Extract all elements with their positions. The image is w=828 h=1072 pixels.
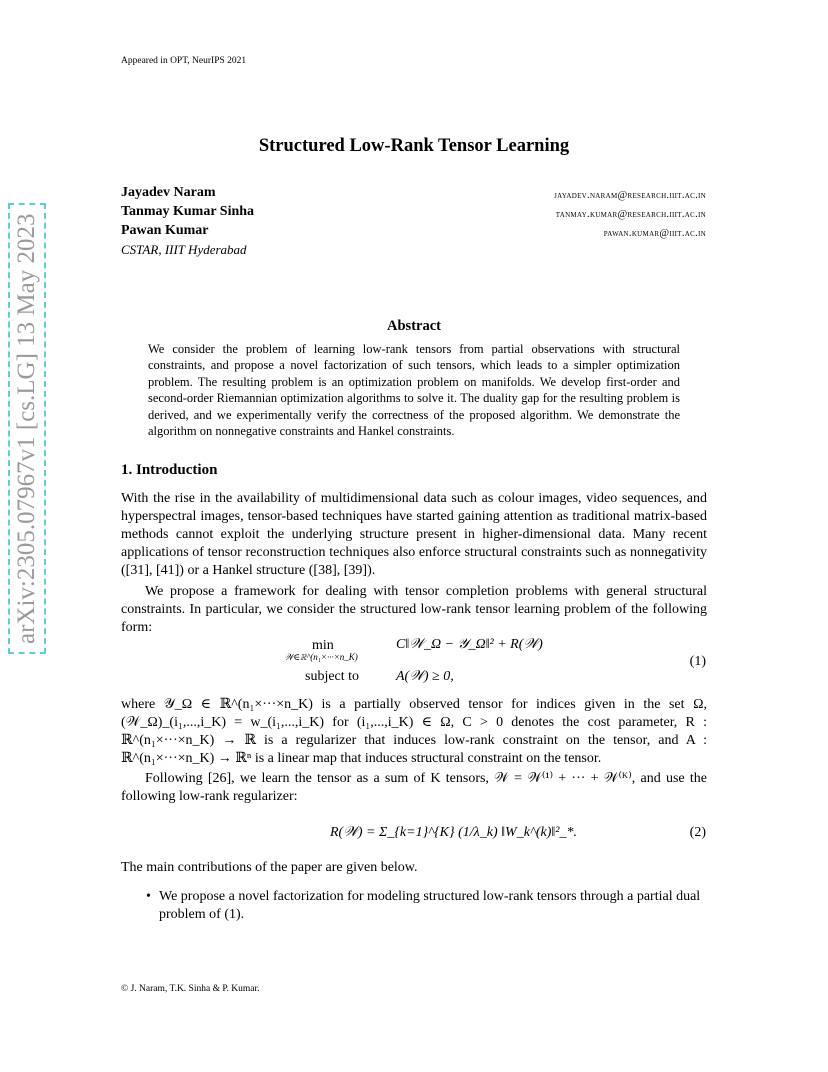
eq1-objective: C‖𝒲_Ω − 𝒴_Ω‖² + R(𝒲) <box>396 637 543 652</box>
intro-paragraph-3: where 𝒴_Ω ∈ ℝ^(n₁×···×n_K) is a partially observed tensor for indices given in the set Ω, (𝒲_Ω)_(i₁,...,i_K) = w_(i₁,...,i_K) for (i₁,...,i_K) ∈ Ω, C > 0 denotes the cost parameter, R : ℝ^(n₁×···×n_K) → ℝ is a regularizer that induces low-rank constraint on the tensor, and A : ℝ^(n₁×···×n_K) → ℝⁿ is a linear map that induces structural constraint on the tensor. <box>121 697 707 766</box>
bullet-marker: • <box>146 889 151 904</box>
author-name-2: Tanmay Kumar Sinha <box>121 204 255 219</box>
paper-title: Structured Low-Rank Tensor Learning <box>258 136 570 156</box>
author-name-1: Jayadev Naram <box>121 185 216 200</box>
copyright-footer: © J. Naram, T.K. Sinha & P. Kumar. <box>121 984 260 994</box>
eq2: R(𝒲) = Σ_{k=1}^{K} (1/λ_k) ‖W_k^(k)‖²_*. <box>330 825 577 840</box>
arxiv-identifier[interactable]: arXiv:2305.07967v1 [cs.LG] 13 May 2023 <box>12 208 42 651</box>
eq2-number: (2) <box>689 825 706 840</box>
section-heading-introduction: 1. Introduction <box>121 462 218 478</box>
abstract-text: We consider the problem of learning low-rank tensors from partial observations with structural constraints, and propose a novel factorization of such tensors, which leads to a simpler optimization problem. The resulting problem is an optimization problem on manifolds. We develop first-order and second-order Riemannian optimization algorithms to solve it. The duality gap for the resulting problem is derived, and we experimentally verify the correctness of the proposed algorithm. We demonstrate the algorithm on nonnegative constraints and Hankel constraints. <box>148 342 680 439</box>
intro-paragraph-2: We propose a framework for dealing with tensor completion problems with general structural constraints. In particular, we consider the structured low-rank tensor learning problem of the following form: <box>121 584 707 635</box>
eq1-subject-to: subject to <box>305 669 360 684</box>
author-email-2[interactable]: tanmay.kumar@research.iiit.ac.in <box>555 209 706 220</box>
eq1-min: min <box>312 638 334 653</box>
intro-paragraph-1: With the rise in the availability of multidimensional data such as colour images, video sequences, and hyperspectral images, tensor-based techniques have started gaining attention as traditional matrix-based methods cannot exploit the underlying structure present in higher-dimensional data. Many recent applications of tensor reconstruction techniques also enforce structural constraints such as nonnegativity ([31], [41]) or a Hankel structure ([38], [39]). <box>121 491 707 578</box>
affiliation: CSTAR, IIIT Hyderabad <box>121 242 247 257</box>
author-email-1[interactable]: jayadev.naram@research.iiit.ac.in <box>554 190 706 201</box>
eq1-constraint: A(𝒲) ≥ 0, <box>396 669 454 684</box>
author-emails <box>554 186 706 243</box>
author-list <box>121 183 254 259</box>
author-email-3[interactable]: pawan.kumar@iiit.ac.in <box>603 228 706 239</box>
eq1-subscript: 𝒲∈ℝ^(n₁×···×n_K) <box>284 652 358 662</box>
intro-paragraph-4: Following [26], we learn the tensor as a sum of K tensors, 𝒲 = 𝒲⁽¹⁾ + ··· + 𝒲⁽ᴷ⁾, and use the following low-rank regularizer: <box>121 771 707 804</box>
contribution-list-item <box>146 888 708 924</box>
author-name-3: Pawan Kumar <box>121 223 209 238</box>
eq1-number: (1) <box>689 654 706 669</box>
intro-paragraph-5: The main contributions of the paper are given below. <box>121 860 418 875</box>
contribution-1-text: We propose a novel factorization for modeling structured low-rank tensors through a partial dual problem of (1). <box>159 889 701 922</box>
abstract-heading: Abstract <box>387 318 441 334</box>
venue-header: Appeared in OPT, NeurIPS 2021 <box>121 56 247 66</box>
